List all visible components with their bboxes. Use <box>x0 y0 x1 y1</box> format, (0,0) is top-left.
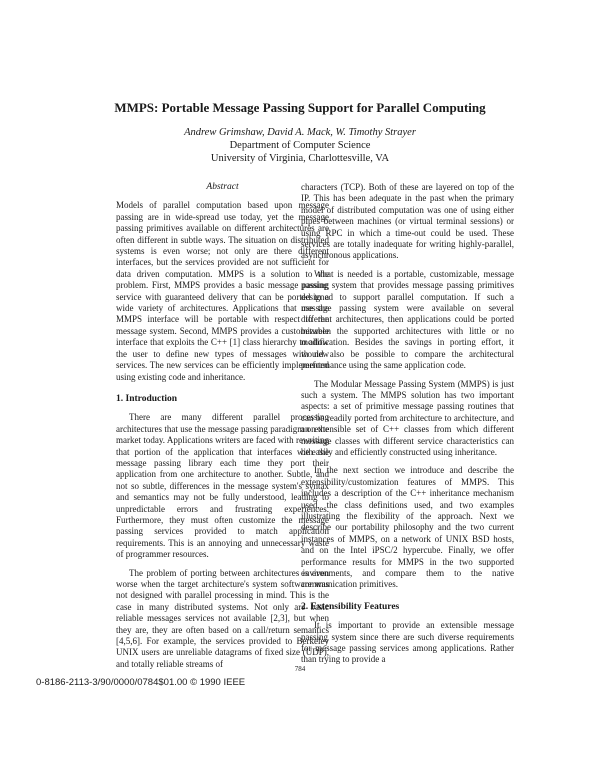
authors: Andrew Grimshaw, David A. Mack, W. Timothy Strayer <box>184 127 416 138</box>
abstract-text: Models of parallel computation based upon message passing are in wide-spread use today, yet the message passing primitives available on different architectures are often different in subtle ways. The situation on distributed systems is even worse; not only are there different interfaces, but the services provided are not sufficient for data driven computation. MMPS is a solution to the problem. First, MMPS provides a basic message passing service with guaranteed delivery that can be ported to a wide variety of architectures. Applications that use the MMPS interface will be portable with respect to the message system. Second, MMPS provides a customizable interface that exploits the C++ [1] class hierarchy to allow the user to define new types of messages with new services. The new services can be efficiently implemented using existing code and inheritance. <box>116 200 329 382</box>
page-number: 784 <box>294 665 306 673</box>
right-paragraph-5: It is important to provide an extensible message passing system since there are such diverse requirements for message passing services among applications. Rather than trying to provide a <box>301 620 514 665</box>
copyright-footer: 0-8186-2113-3/90/0000/0784$01.00 © 1990 IEEE <box>36 677 246 688</box>
intro-paragraph-1: There are many different parallel processing architectures that use the message passing paradigm on the market today. Applications writers are faced with rewriting that portion of the application that interfaces with the message passing library each time they port their application from one architecture to another. Subtle, and not so subtle, differences in the message system's syntax and semantics may not be fully understood, leading to unpredictable errors and frustrating experiences. Furthermore, they must often customize the message passing services provided to match application requirements. This is an annoying and unnecessary waste of programmer resources. <box>116 412 329 560</box>
left-column <box>116 182 329 670</box>
paper-title: MMPS: Portable Message Passing Support for Parallel Computing <box>114 100 486 115</box>
right-column <box>301 182 514 666</box>
department: Department of Computer Science <box>229 140 371 151</box>
intro-paragraph-2: The problem of porting between architectures is even worse when the target architecture's system software was not designed with parallel processing in mind. This is the case in many distributed systems. Not only are basic reliable messages services not available [2,3], but when they are, they are often based on a call/return semantics [4,5,6]. For example, the services provided to Berkeley UNIX users are unreliable datagrams of fixed size (UDP), and totally reliable streams of <box>116 567 329 669</box>
section-heading-extensibility: 2. Extensibility Features <box>301 601 400 612</box>
abstract-heading: Abstract <box>206 182 239 192</box>
section-heading-introduction: 1. Introduction <box>116 393 178 404</box>
right-paragraph-2: What is needed is a portable, customizable, message passing system that provides message passing primitives designed to support parallel computation. If such a message passing system were available on several different architectures, then applications could be ported between the supported architectures with little or no modification. Besides the savings in porting effort, it would also be possible to compare the architectural performance using the same application code. <box>301 268 514 371</box>
right-paragraph-3: The Modular Message Passing System (MMPS) is just such a system. The MMPS solution has two important aspects: a set of primitive message passing routines that can be readily ported from architecture to architecture, and an extensible set of C++ classes from which different message classes with different service characteristics can be easily and efficiently constructed using inheritance. <box>301 378 514 457</box>
university: University of Virginia, Charlottesville, VA <box>210 153 390 164</box>
right-paragraph-1: characters (TCP). Both of these are layered on top of the IP. This has been adequate in the past when the primary model of distributed computation was one of using either pipes between machines (or virtual terminal sessions) or using RPC in which a time-out could be used. These services are totally inadequate for writing highly-parallel, asynchronous applications. <box>301 182 514 261</box>
right-paragraph-4: In the next section we introduce and describe the extensibility/customization features of MMPS. This includes a description of the C++ inheritance mechanism used, the class definitions used, and two examples illustrating the flexibility of the approach. Next we describe our portability philosophy and the two current instances of MMPS, on a network of UNIX BSD hosts, and on the Intel iPSC/2 hypercube. Finally, we offer performance results for MMPS in the two supported environments, and compare them to the native communication primitives. <box>301 465 514 590</box>
